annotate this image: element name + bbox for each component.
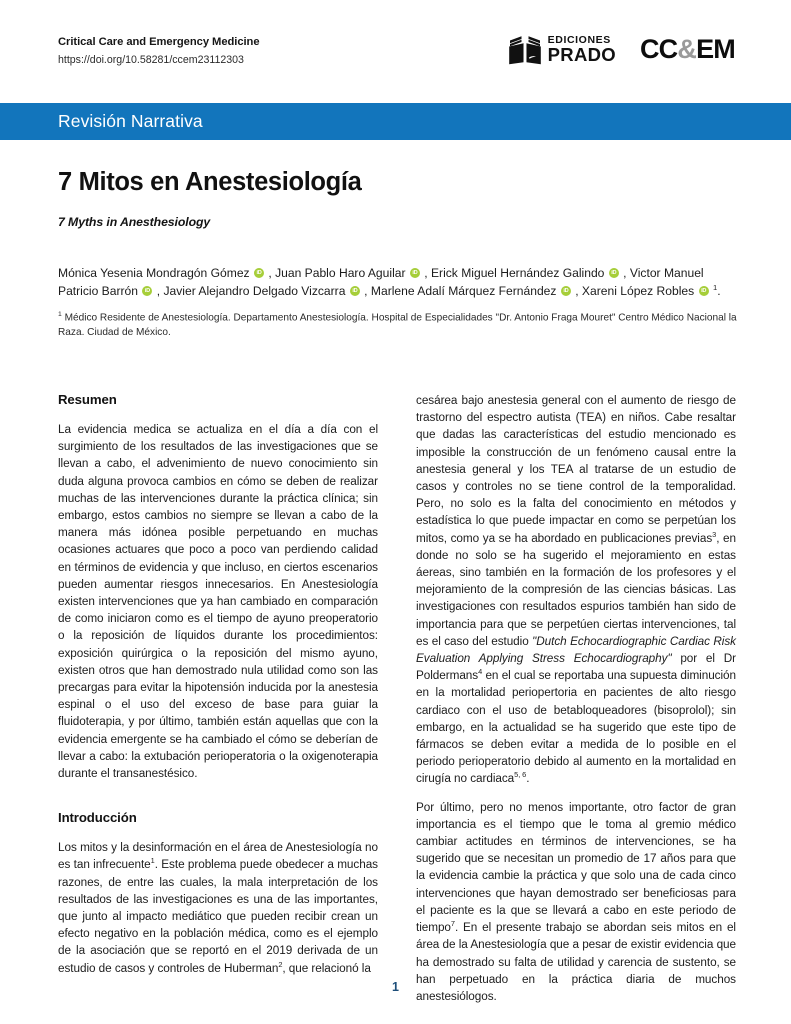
prado-wordmark bbox=[548, 35, 616, 65]
author-name: Juan Pablo Haro Aguilar bbox=[275, 266, 406, 280]
page-title: 7 Mitos en Anestesiología bbox=[58, 168, 362, 196]
orcid-id-icon[interactable] bbox=[254, 268, 264, 278]
affiliation-note-marker: 1 bbox=[58, 311, 62, 318]
author-name: Marlene Adalí Márquez Fernández bbox=[370, 284, 557, 299]
right-text-2a: Por último, pero no menos importante, otro factor de gran importancia es el tiempo que le toma al gremio médico cambiar actitudes en términos de intervenciones, se ha sugerido que se necesitan un promedio de 17 años para que la evidencia cambie la práctica y que solo una de cada cinco intervenciones que hayan demostrado ser beneficiosas para el paciente es la que se llevará a cabo en este periodo de tiempo bbox=[416, 800, 736, 935]
masthead-logos bbox=[508, 33, 735, 65]
author-name: Xareni López Robles bbox=[581, 284, 695, 299]
body-columns bbox=[58, 392, 743, 1005]
author-separator: , bbox=[571, 284, 582, 299]
right-text-2b: . En el presente trabajo se abordan seis mitos en el área de la Anestesiología que a pesar de existir evidencia que ha demostrado su falta de utilidad y carencia de sustento, se han perpetuado en la práctica diaria de muchos anestesiólogos. bbox=[416, 921, 736, 1003]
open-book-icon bbox=[508, 35, 542, 65]
paragraph-resumen: La evidencia medica se actualiza en el día a día con el surgimiento de los resultados de las investigaciones que se llevan a cabo, el advenimiento de nuevo conocimiento sin duda alguna provoca cambios en cómo se deben de realizar muchas de las intervenciones durante la práctica clínica; sin embargo, estos cambios no siempre se llevan a cabo de la manera más idónea posible perpetuando en muchas ocasiones actuares que poco a poco van perdiendo calidad en términos de evidencia y que incluso, en ciertos escenarios pueden aumentar riesgos innecesarios. En Anestesiología existen intervenciones que ya han cambiado en comparación de como iniciaron como es el tiempo de ayuno preoperatorio o la reposición de líquidos durante los procedimientos: exposición quirúrgica o la reposición del mismo ayuno, existen otros que han demostrado nula utilidad como son las precargas para evitar la hipotensión inducida por la anestesia espinal o el uso del exceso de base para guiar la fluidoterapia, y por último, también están aquellas que con la evidencia emergente se ha cambiado el cómo se deberían de llevar a cabo: la extubación perioperatoria o la oxigenoterapia durante el transanestésico. bbox=[58, 423, 378, 781]
orcid-id-icon[interactable] bbox=[699, 286, 709, 296]
right-text-1e: . bbox=[526, 772, 530, 786]
author-separator: , bbox=[153, 284, 164, 299]
right-text-1d: en el cual se reportaba una supuesta diminución en la mortalidad periopertoria en pacientes de alto riesgo cardiaco con el uso de betabloqueadores (bisoprolol); sin embargo, en la actualidad se ha sugerido que este tipo de fármacos se deben evitar a medida de lo posible en el periodo perioperatorio debido al aumento en la mortalidad en cirugía no cardiaca bbox=[416, 669, 736, 786]
citation-ref[interactable]: 3 bbox=[712, 529, 717, 539]
right-text-1a: cesárea bajo anestesia general con el aumento de riesgo de trastorno del espectro autista (TEA) en niños. Cabe resaltar que dadas las características del estudio mencionado es imposible la construcción de un fenómeno causal entre la anestesia general y los TEA al tratarse de un estudio de casos y controles no se tiene control de la temporalidad. Pero, no solo es la falta del conocimiento en métodos y estadística lo que puede impactar en como se perpetúan los mitos, como ya se ha abordado en publicaciones previas bbox=[416, 394, 736, 545]
masthead-left bbox=[58, 33, 260, 69]
authors-terminal-punctuation: . bbox=[717, 284, 721, 299]
affiliation-note-text: Médico Residente de Anestesiología. Departamento Anestesiología. Hospital de Especialidades "Dr. Antonio Fraga Mouret" Centro Médico Nacional la Raza. Ciudad de México. bbox=[58, 312, 737, 338]
title-block bbox=[58, 168, 735, 229]
paragraph-right-1 bbox=[416, 392, 736, 788]
author-separator: , bbox=[420, 266, 431, 280]
ccem-ampersand: & bbox=[677, 34, 697, 64]
intro-text-1: Los mitos y la desinformación en el área de Anestesiología no es tan infrecuente bbox=[58, 841, 378, 872]
author-name: Javier Alejandro Delgado Vizcarra bbox=[163, 284, 346, 299]
author-list bbox=[58, 264, 739, 301]
ediciones-prado-logo bbox=[508, 35, 616, 65]
author-name: Mónica Yesenia Mondragón Gómez bbox=[58, 266, 250, 280]
orcid-id-icon[interactable] bbox=[609, 268, 619, 278]
ccem-left: CC bbox=[639, 34, 678, 64]
author-name: Erick Miguel Hernández Galindo bbox=[430, 266, 605, 280]
intro-text-3: , que relacionó la bbox=[282, 961, 371, 975]
section-band bbox=[0, 103, 791, 140]
citation-ref[interactable]: 4 bbox=[478, 667, 483, 677]
citation-ref[interactable]: 7 bbox=[450, 919, 455, 929]
paragraph-introduccion bbox=[58, 839, 378, 977]
journal-name: Critical Care and Emergency Medicine bbox=[58, 36, 260, 48]
intro-text-2: . Este problema puede obedecer a muchas razones, de entre las cuales, la mala interpretación de los resultados de las investigaciones es una de las importantes, que junto al impacto mediático que pueden recibir crean un efecto negativo en la población médica, como es el ejemplo de la asociación que se reportó en el 2019 derivada de un estudio de casos y controles de Huberman bbox=[58, 858, 378, 975]
orcid-id-icon[interactable] bbox=[561, 286, 571, 296]
section-band-label: Revisión Narrativa bbox=[58, 111, 203, 131]
right-text-1c: por el Dr Poldermans bbox=[416, 652, 736, 683]
prado-ediciones-text: EDICIONES bbox=[547, 33, 611, 46]
right-text-1b: , en donde no solo se ha sugerido el mejoramiento en estas áereas, sino también en la formación de los profesores y el mejoramiento de la compresión de las ciencias básicas. Las investigaciones con resultados espurios también han sido de importancia para que se perpetúen ciertas intervenciones, tal es el caso del estudio bbox=[416, 531, 736, 648]
author-separator: , bbox=[264, 266, 276, 280]
citation-ref[interactable]: 5, 6 bbox=[514, 770, 527, 780]
author-name: Victor Manuel Patricio Barrón bbox=[58, 266, 704, 299]
column-right bbox=[416, 392, 736, 1005]
heading-resumen: Resumen bbox=[58, 392, 117, 407]
heading-introduccion: Introducción bbox=[58, 810, 137, 826]
article-subtitle: 7 Myths in Anesthesiology bbox=[58, 215, 211, 230]
orcid-id-icon[interactable] bbox=[142, 286, 152, 296]
affiliation-marker: 1 bbox=[712, 283, 718, 293]
article-doi[interactable]: https://doi.org/10.58281/ccem23112303 bbox=[58, 54, 244, 67]
citation-ref[interactable]: 2 bbox=[278, 959, 283, 969]
ccem-right: EM bbox=[696, 34, 735, 64]
column-left bbox=[58, 392, 378, 1005]
page-number: 1 bbox=[392, 980, 399, 994]
masthead bbox=[58, 33, 735, 85]
author-separator: , bbox=[360, 284, 371, 299]
orcid-id-icon[interactable] bbox=[350, 286, 360, 296]
study-title-italic: "Dutch Echocardiographic Cardiac Risk Evaluation Applying Stress Echocardiography" bbox=[416, 634, 736, 666]
affiliation-note bbox=[58, 310, 739, 340]
prado-prado-text: PRADO bbox=[547, 44, 616, 65]
paragraph-right-2 bbox=[416, 799, 736, 1005]
citation-ref[interactable]: 1 bbox=[150, 856, 155, 866]
orcid-id-icon[interactable] bbox=[410, 268, 420, 278]
ccem-journal-mark bbox=[640, 34, 735, 65]
author-separator: , bbox=[619, 266, 630, 280]
